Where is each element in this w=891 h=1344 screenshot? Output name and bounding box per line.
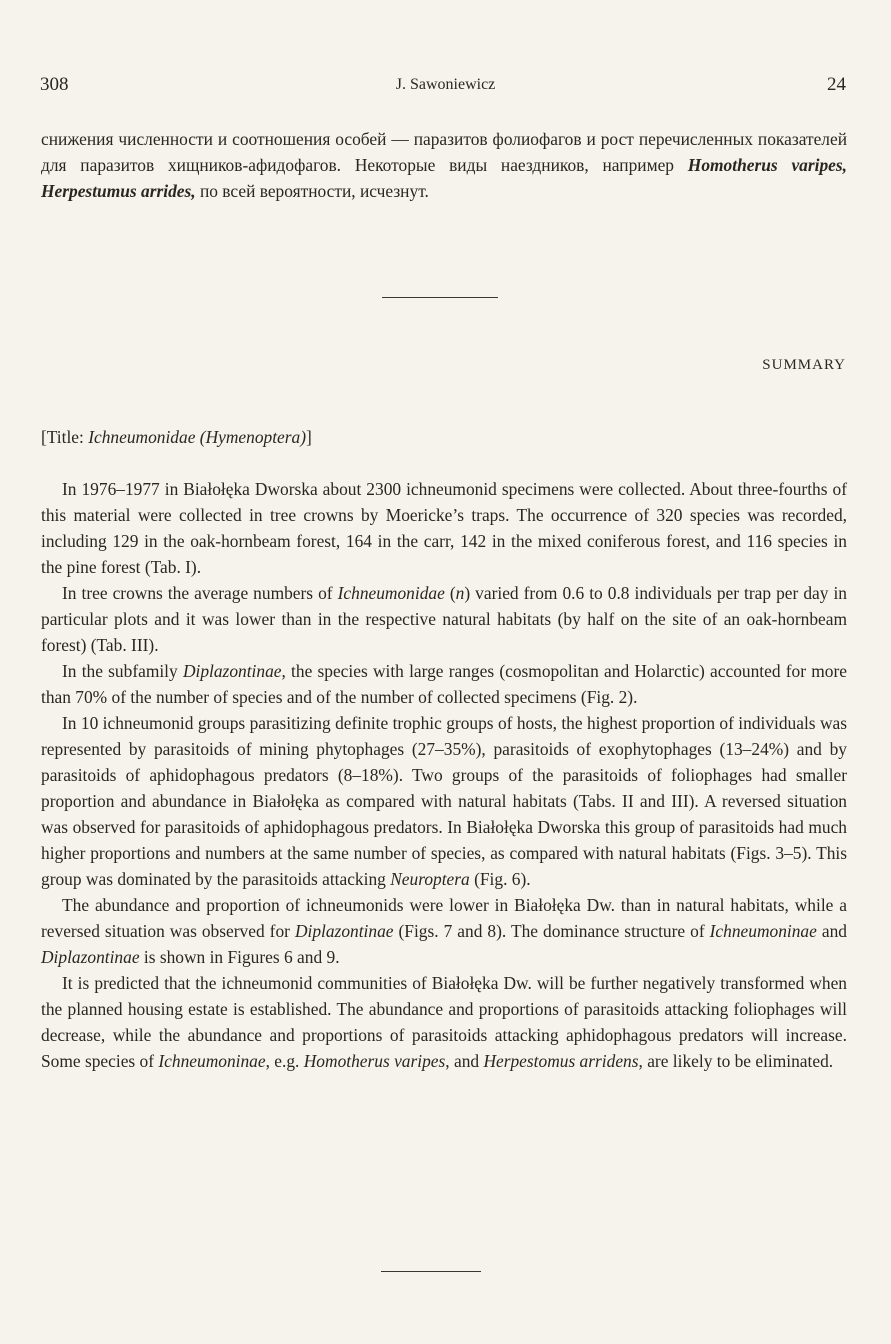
summary-paragraph-5: The abundance and proportion of ichneumonids were lower in Białołęka Dw. than in natural habitats, while a reversed situation was observed for Diplazontinae (Figs. 7 and 8). The dominance structure of Ichneumoninae and Diplazontinae is shown in Figures 6 and 9. xyxy=(41,895,847,967)
running-header xyxy=(0,74,891,100)
page-number: 308 xyxy=(40,74,69,95)
summary-title: [Title: Ichneumonidae (Hymenoptera)] xyxy=(41,427,312,447)
summary-paragraph-4: In 10 ichneumonid groups parasitizing definite trophic groups of hosts, the highest proportion of individuals was represented by parasitoids of mining phytophages (27–35%), parasitoids of exophytophages (13–24%) and by parasitoids of aphidophagous predators (8–18%). Two groups of the parasitoids of foliophages had smaller proportion and abundance in Białołęka as compared with natural habitats (Tabs. II and III). A reversed situation was observed for parasitoids of aphidophagous predators. In Białołęka Dworska this group of parasitoids had much higher proportions and numbers at the same number of species, as compared with natural habitats (Figs. 3–5). This group was dominated by the parasitoids attacking Neuroptera (Fig. 6). xyxy=(41,713,847,889)
summary-paragraph-1: In 1976–1977 in Białołęka Dworska about 2300 ichneumonid specimens were collected. About three-fourths of this material were collected in tree crowns by Moericke’s traps. The occurrence of 320 species was recorded, including 129 in the oak-hornbeam forest, 164 in the carr, 142 in the mixed coniferous forest, and 116 species in the pine forest (Tab. I). xyxy=(41,479,847,577)
english-summary xyxy=(41,476,847,1074)
taxon-name: Ichneumonidae xyxy=(88,427,196,447)
section-divider xyxy=(382,297,498,298)
end-divider xyxy=(381,1271,481,1272)
summary-paragraph-3: In the subfamily Diplazontinae, the species with large ranges (cosmopolitan and Holarctic) accounted for more than 70% of the number of species and of the number of collected specimens (Fig. 2). xyxy=(41,661,847,707)
summary-paragraph-6: It is predicted that the ichneumonid communities of Białołęka Dw. will be further negatively transformed when the planned housing estate is established. The abundance and proportions of parasitoids attacking foliophages will decrease, while the abundance and proportions of parasitoids attacking aphidophagous predators will increase. Some species of Ichneumoninae, e.g. Homotherus varipes, and Herpestomus arridens, are likely to be eliminated. xyxy=(41,973,847,1071)
running-author: J. Sawoniewicz xyxy=(395,76,496,93)
species-name: Homotherus varipes, xyxy=(687,155,847,175)
species-name: Herpestumus arrides, xyxy=(41,181,196,201)
section-number: 24 xyxy=(827,74,846,95)
russian-summary-end xyxy=(41,126,847,204)
russian-paragraph: снижения численности и соотношения особей — паразитов фолиофагов и рост перечисленных показателей для паразитов хищников-афидофагов. Некоторые виды наездников, например Homotherus varipes, Herpestumus arrides, по всей вероятности, исчезнут. xyxy=(41,129,847,201)
taxon-name: (Hymenoptera) xyxy=(199,427,307,447)
summary-heading: SUMMARY xyxy=(762,357,846,373)
summary-paragraph-2: In tree crowns the average numbers of Ichneumonidae (n) varied from 0.6 to 0.8 individuals per trap per day in particular plots and it was lower than in the respective natural habitats (by half on the site of an oak-hornbeam forest) (Tab. III). xyxy=(41,583,847,655)
